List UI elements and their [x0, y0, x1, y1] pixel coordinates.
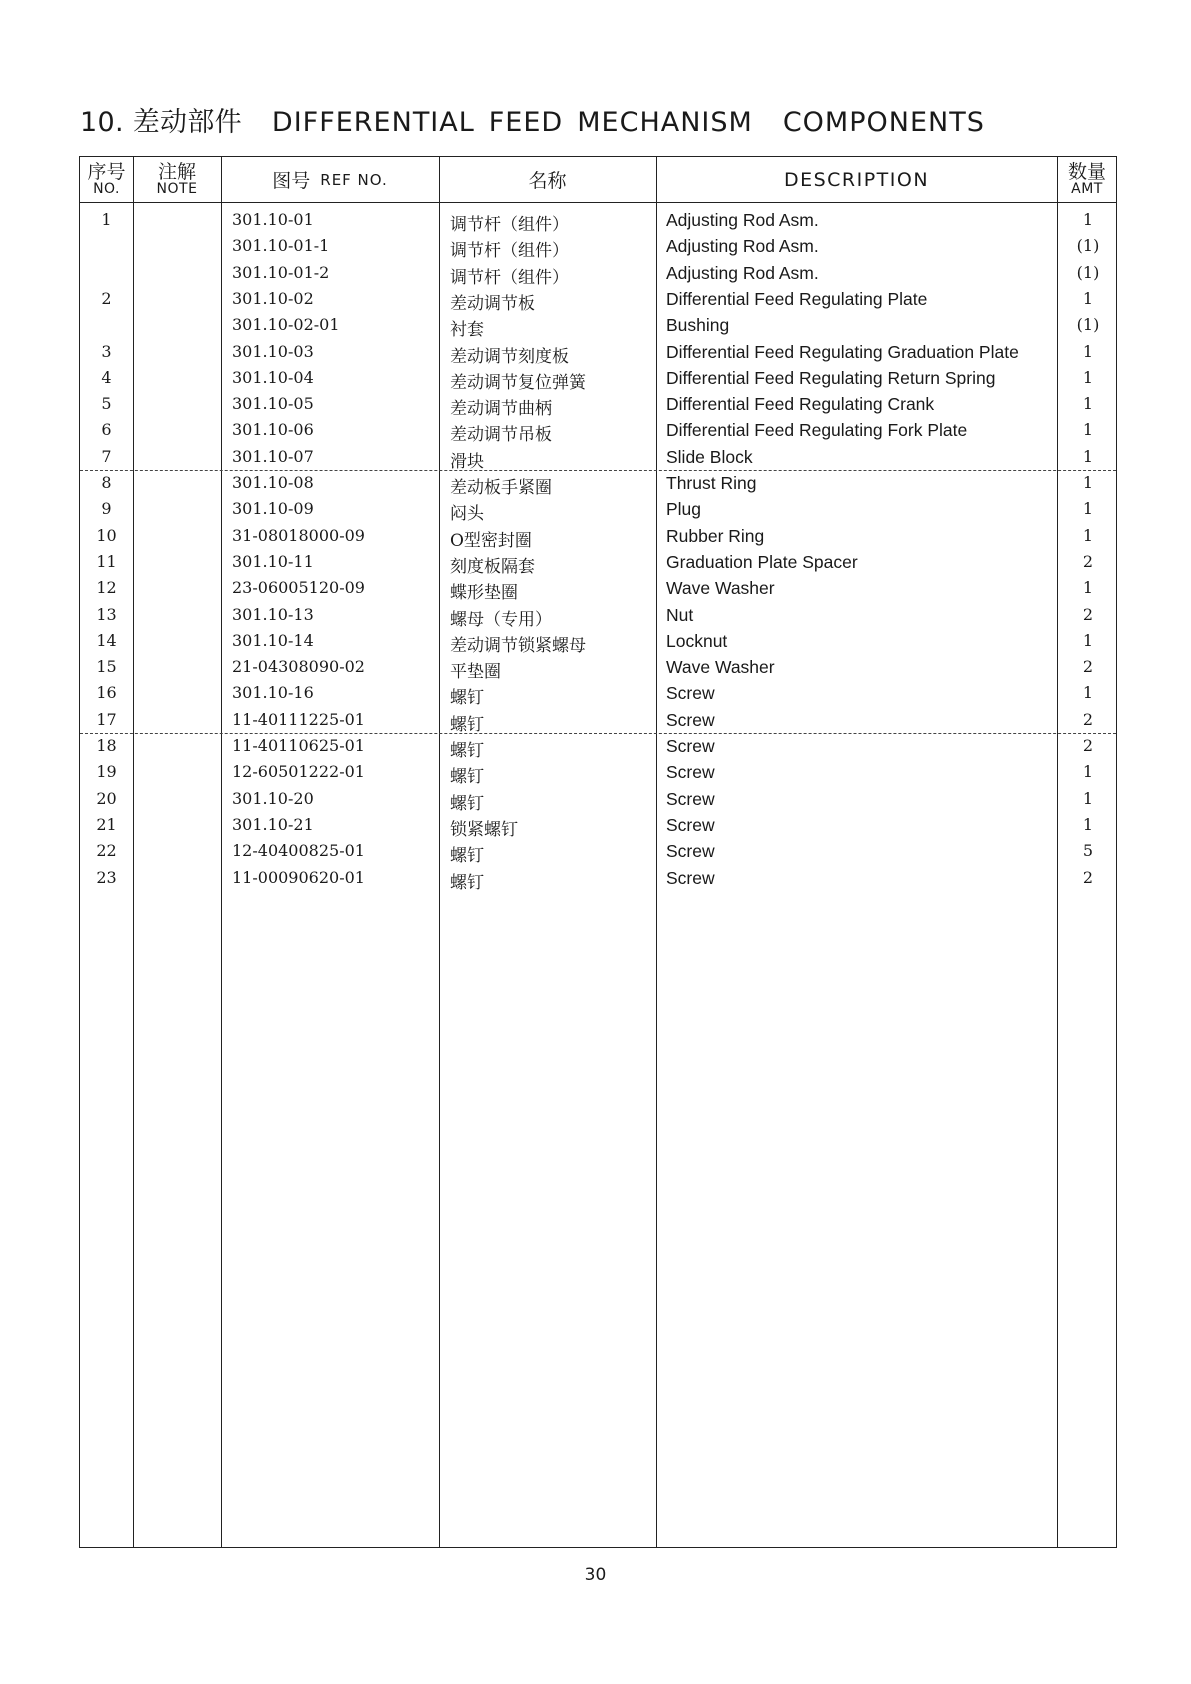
table-row — [80, 787, 1116, 813]
row-name-cn: 锁紧螺钉 — [450, 819, 518, 840]
header-no-cn: 序号 — [87, 161, 126, 183]
row-ref-no: 301.10-13 — [232, 604, 314, 624]
row-ref-no: 301.10-01-1 — [232, 236, 330, 256]
row-amount: (1) — [1076, 315, 1100, 335]
row-description: Screw — [666, 683, 715, 704]
row-amount: 1 — [1082, 210, 1094, 229]
table-row — [80, 471, 1116, 497]
table-row — [80, 261, 1116, 287]
header-description — [656, 157, 1057, 202]
row-ref-no: 301.10-06 — [232, 420, 314, 440]
row-amount: 2 — [1082, 657, 1094, 677]
row-number: 13 — [96, 604, 117, 624]
row-description: Wave Washer — [666, 578, 775, 599]
row-name-cn: 差动调节复位弹簧 — [450, 372, 586, 393]
table-row — [80, 208, 1116, 234]
header-note-cn: 注解 — [157, 161, 196, 183]
header-amt — [1057, 157, 1117, 202]
row-ref-no: 301.10-03 — [232, 341, 314, 361]
table-row — [80, 524, 1116, 550]
page-title — [80, 100, 999, 139]
row-number: 11 — [96, 551, 117, 571]
row-description: Screw — [666, 709, 715, 730]
row-name-cn: 滑块 — [450, 451, 484, 472]
title-word: FEED — [488, 107, 564, 138]
row-name-cn: 差动调节锁紧螺母 — [450, 635, 586, 656]
row-name-cn: 调节杆（组件） — [450, 267, 569, 288]
row-number: 21 — [96, 814, 117, 834]
row-name-cn: 螺钉 — [450, 767, 484, 788]
row-ref-no: 301.10-04 — [232, 367, 314, 387]
table-row — [80, 313, 1116, 339]
row-amount: 1 — [1082, 630, 1094, 650]
row-number: 1 — [101, 210, 112, 229]
row-name-cn: 刻度板隔套 — [450, 556, 535, 577]
table-row — [80, 629, 1116, 655]
row-number: 14 — [96, 630, 117, 650]
row-amount: 1 — [1082, 762, 1094, 782]
row-amount: 1 — [1082, 473, 1094, 492]
table-row — [80, 813, 1116, 839]
row-name-cn: 螺钉 — [450, 793, 484, 814]
row-name-cn: 螺母（专用） — [450, 609, 552, 630]
row-description: Differential Feed Regulating Crank — [666, 394, 935, 415]
row-description: Differential Feed Regulating Fork Plate — [666, 420, 968, 441]
row-name-cn: 螺钉 — [450, 714, 484, 735]
row-amount: 1 — [1082, 683, 1094, 703]
table-row — [80, 234, 1116, 260]
row-description: Slide Block — [666, 446, 753, 467]
row-description: Screw — [666, 736, 715, 756]
row-number: 12 — [96, 578, 117, 598]
row-description: Nut — [666, 604, 694, 625]
row-name-cn: 调节杆（组件） — [450, 215, 569, 235]
header-ref-cn: 图号 — [272, 170, 311, 192]
header-no — [80, 157, 133, 202]
row-name-cn: 蝶形垫圈 — [450, 583, 518, 604]
header-description-en: DESCRIPTION — [783, 168, 930, 191]
row-name-cn: 调节杆（组件） — [450, 241, 569, 262]
row-ref-no: 301.10-14 — [232, 630, 314, 650]
table-row — [80, 866, 1116, 892]
table-row — [80, 734, 1116, 760]
title-word: COMPONENTS — [782, 107, 985, 138]
title-word: MECHANISM — [577, 107, 753, 138]
row-ref-no: 23-06005120-09 — [232, 578, 365, 598]
row-ref-no: 301.10-09 — [232, 499, 314, 519]
row-number: 8 — [101, 473, 112, 492]
row-name-cn: O型密封圈 — [450, 530, 532, 551]
row-name-cn: 闷头 — [450, 504, 484, 525]
row-number: 2 — [101, 288, 112, 308]
row-name-cn: 螺钉 — [450, 846, 484, 867]
row-name-cn: 螺钉 — [450, 741, 484, 761]
row-description: Screw — [666, 841, 715, 862]
row-amount: 2 — [1082, 604, 1094, 624]
header-note-en: NOTE — [156, 181, 198, 197]
row-number: 23 — [96, 867, 117, 887]
row-ref-no: 301.10-01 — [232, 210, 314, 229]
row-description: Differential Feed Regulating Return Spring — [666, 367, 996, 388]
row-name-cn: 差动调节板 — [450, 293, 535, 314]
table-row — [80, 497, 1116, 523]
row-number: 18 — [96, 736, 117, 755]
row-name-cn: 螺钉 — [450, 688, 484, 709]
row-amount: 1 — [1082, 578, 1094, 598]
row-number: 22 — [96, 841, 117, 861]
row-description: Differential Feed Regulating Plate — [666, 288, 928, 309]
table-row — [80, 366, 1116, 392]
table-row — [80, 708, 1116, 734]
header-divider — [80, 202, 1116, 203]
row-ref-no: 12-40400825-01 — [232, 841, 365, 861]
header-note — [133, 157, 221, 202]
row-description: Screw — [666, 762, 715, 783]
row-description: Adjusting Rod Asm. — [666, 262, 819, 283]
row-amount: 1 — [1082, 788, 1094, 808]
row-number: 17 — [96, 709, 117, 729]
row-ref-no: 301.10-11 — [232, 551, 314, 571]
row-name-cn: 螺钉 — [450, 872, 484, 893]
row-description: Graduation Plate Spacer — [666, 551, 858, 572]
row-ref-no: 21-04308090-02 — [232, 657, 365, 677]
table-row — [80, 760, 1116, 786]
page-number: 30 — [584, 1565, 607, 1585]
row-amount: (1) — [1076, 262, 1100, 282]
row-ref-no: 301.10-16 — [232, 683, 314, 703]
row-description: Thrust Ring — [666, 473, 757, 493]
row-description: Screw — [666, 814, 715, 835]
row-description: Rubber Ring — [666, 525, 765, 546]
row-ref-no: 301.10-20 — [232, 788, 314, 808]
parts-table — [79, 156, 1117, 1548]
row-description: Screw — [666, 788, 715, 809]
row-name-cn: 差动调节曲柄 — [450, 399, 552, 420]
row-amount: 1 — [1082, 367, 1094, 387]
row-amount: 2 — [1082, 709, 1094, 729]
table-row — [80, 418, 1116, 444]
row-amount: 1 — [1082, 499, 1094, 519]
row-ref-no: 301.10-21 — [232, 814, 314, 834]
table-row — [80, 550, 1116, 576]
row-number: 3 — [101, 341, 112, 361]
title-cn: 10. 差动部件 — [80, 107, 242, 138]
row-ref-no: 11-40110625-01 — [232, 736, 365, 755]
row-ref-no: 31-08018000-09 — [232, 525, 365, 545]
table-row — [80, 287, 1116, 313]
row-number: 6 — [101, 420, 112, 440]
row-ref-no: 301.10-08 — [232, 473, 314, 492]
row-amount: 2 — [1082, 736, 1094, 755]
header-amt-en: AMT — [1071, 181, 1103, 197]
row-description: Locknut — [666, 630, 728, 651]
row-amount: (1) — [1076, 236, 1100, 256]
table-row — [80, 340, 1116, 366]
row-ref-no: 301.10-07 — [232, 446, 314, 466]
header-amt-cn: 数量 — [1067, 161, 1106, 183]
row-amount: 1 — [1082, 420, 1094, 440]
row-description: Adjusting Rod Asm. — [666, 210, 819, 230]
row-description: Screw — [666, 867, 715, 888]
row-ref-no: 12-60501222-01 — [232, 762, 365, 782]
row-amount: 1 — [1082, 814, 1094, 834]
row-amount: 1 — [1082, 446, 1094, 466]
row-number: 20 — [96, 788, 117, 808]
row-amount: 5 — [1082, 841, 1094, 861]
row-number: 9 — [101, 499, 112, 519]
row-number: 4 — [101, 367, 112, 387]
row-ref-no: 301.10-02 — [232, 288, 314, 308]
row-description: Wave Washer — [666, 657, 775, 678]
row-name-cn: 差动调节吊板 — [450, 425, 552, 446]
row-number: 19 — [96, 762, 117, 782]
row-ref-no: 301.10-01-2 — [232, 262, 330, 282]
header-name-cn: 名称 — [528, 170, 567, 192]
header-no-en: NO. — [93, 181, 120, 197]
table-row — [80, 576, 1116, 602]
row-number: 15 — [96, 657, 117, 677]
row-amount: 2 — [1082, 867, 1094, 887]
row-description: Plug — [666, 499, 702, 520]
table-row — [80, 681, 1116, 707]
row-description: Differential Feed Regulating Graduation Plate — [666, 341, 1019, 362]
row-amount: 1 — [1082, 288, 1094, 308]
row-number: 5 — [101, 394, 112, 414]
table-row — [80, 655, 1116, 681]
title-en — [272, 107, 999, 138]
table-row — [80, 445, 1116, 471]
row-number: 10 — [96, 525, 117, 545]
row-number: 16 — [96, 683, 117, 703]
header-ref-en: REF NO. — [320, 170, 388, 189]
row-name-cn: 差动板手紧圈 — [450, 478, 552, 498]
table-row — [80, 392, 1116, 418]
row-ref-no: 11-40111225-01 — [232, 709, 365, 729]
row-name-cn: 差动调节刻度板 — [450, 346, 569, 367]
row-ref-no: 301.10-02-01 — [232, 315, 340, 335]
row-amount: 1 — [1082, 394, 1094, 414]
row-description: Bushing — [666, 315, 730, 336]
row-name-cn: 平垫圈 — [450, 662, 501, 683]
row-ref-no: 301.10-05 — [232, 394, 314, 414]
row-ref-no: 11-00090620-01 — [232, 867, 365, 887]
title-word: DIFFERENTIAL — [271, 107, 475, 138]
row-description: Adjusting Rod Asm. — [666, 236, 819, 257]
table-row — [80, 603, 1116, 629]
row-amount: 1 — [1082, 525, 1094, 545]
table-row — [80, 839, 1116, 865]
row-number: 7 — [101, 446, 112, 466]
header-ref — [221, 157, 439, 202]
row-amount: 2 — [1082, 551, 1094, 571]
row-name-cn: 衬套 — [450, 320, 484, 341]
row-amount: 1 — [1082, 341, 1094, 361]
header-name — [439, 157, 656, 202]
